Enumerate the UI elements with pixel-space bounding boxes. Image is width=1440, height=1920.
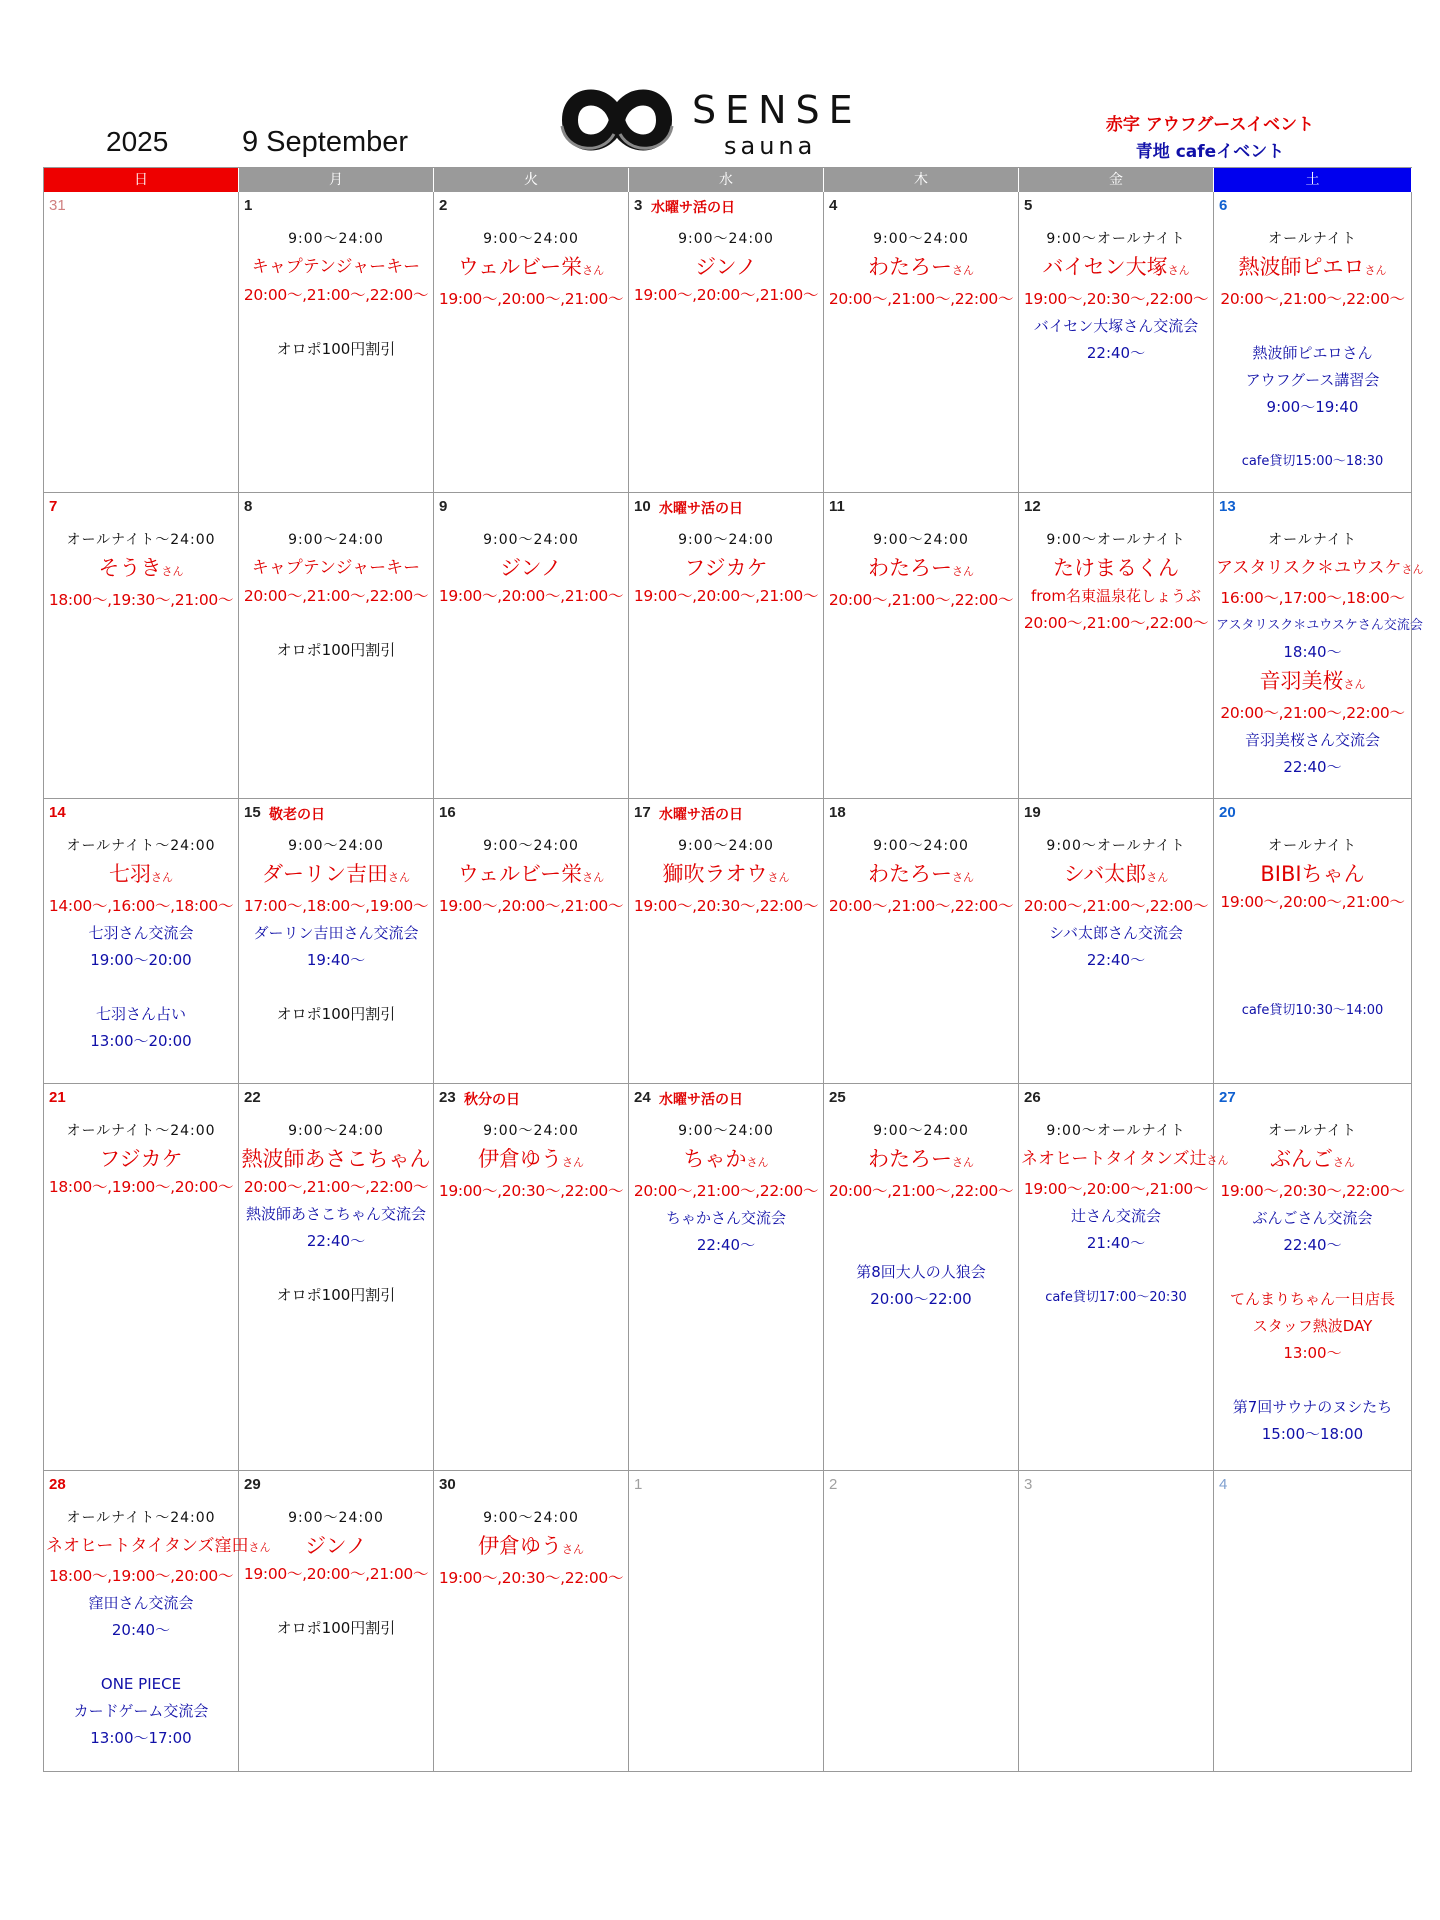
day-number: 7: [49, 498, 58, 515]
spacer: [1216, 421, 1409, 448]
day-number: 2: [439, 197, 448, 214]
day-number: 28: [49, 1476, 66, 1493]
event-list: [241, 497, 431, 664]
event-list: [46, 196, 236, 226]
guest-name: 七羽さん: [109, 862, 173, 886]
week-row: [44, 493, 1424, 799]
session-times: 20:00～,21:00～,22:00～: [243, 587, 429, 605]
spacer: [1216, 313, 1409, 340]
opening-hours: オールナイト～24:00: [66, 532, 216, 548]
session-times: 19:00～,20:30～,22:00～: [1023, 290, 1209, 308]
event-list: [1021, 803, 1211, 974]
session-times: 18:00～,19:00～,20:00～: [48, 1567, 234, 1585]
day-number: 26: [1024, 1089, 1041, 1106]
day-cell[interactable]: [44, 1084, 239, 1470]
day-cell[interactable]: [824, 192, 1019, 492]
day-cell[interactable]: [1019, 192, 1214, 492]
guest-name: ぶんごさん: [1270, 1147, 1355, 1171]
event-list: [826, 1088, 1016, 1313]
cafe-event-text: 七羽さん交流会: [88, 924, 194, 942]
day-cell[interactable]: [629, 1471, 824, 1771]
opening-hours: オールナイト～24:00: [66, 838, 216, 854]
spacer: [1216, 1367, 1409, 1394]
cafe-event-text: 熱波師ピエロさん: [1252, 344, 1373, 362]
day-number: 29: [244, 1476, 261, 1493]
note-text: オロポ100円割引: [276, 641, 396, 659]
opening-hours: 9:00～24:00: [678, 1123, 774, 1139]
weekday-header: 金: [1019, 168, 1214, 192]
event-list: [1216, 1475, 1409, 1505]
opening-hours: 9:00～24:00: [483, 1510, 579, 1526]
day-cell[interactable]: [1214, 493, 1424, 798]
cafe-event-text: アスタリスク＊ユウスケさん交流会: [1216, 618, 1423, 633]
event-list: [1216, 497, 1424, 781]
day-cell[interactable]: [1214, 1471, 1412, 1771]
cafe-event-text: ダーリン吉田さん交流会: [253, 924, 419, 942]
opening-hours: 9:00～24:00: [678, 838, 774, 854]
cafe-event-text: 19:00～20:00: [90, 951, 192, 969]
guest-name: 伊倉ゆうさん: [478, 1147, 584, 1171]
weekday-header: 火: [434, 168, 629, 192]
guest-name: キャプテンジャーキー: [251, 558, 421, 578]
session-times: 19:00～,20:30～,22:00～: [1220, 1182, 1405, 1200]
day-cell[interactable]: [824, 493, 1019, 798]
opening-hours: 9:00～オールナイト: [1046, 532, 1186, 548]
spacer: [826, 1205, 1016, 1232]
holiday-label: 敬老の日: [269, 807, 325, 823]
session-times: 19:00～,20:00～,21:00～: [438, 897, 624, 915]
session-times: 18:00～,19:00～,20:00～: [48, 1178, 234, 1196]
page-header: [0, 0, 1440, 170]
session-times: 19:00～,20:30～,22:00～: [438, 1569, 624, 1587]
day-cell[interactable]: [629, 192, 824, 492]
event-list: [436, 196, 626, 313]
guest-name: わたろーさん: [868, 556, 974, 580]
day-number: 5: [1024, 197, 1033, 214]
guest-name: ネオヒートタイタンズ窪田さん: [46, 1536, 271, 1556]
day-number: 9: [439, 498, 448, 515]
guest-name: わたろーさん: [868, 255, 974, 279]
day-number: 30: [439, 1476, 456, 1493]
spacer: [1216, 943, 1409, 970]
day-number: 13: [1219, 498, 1236, 515]
event-list: [1216, 196, 1409, 475]
session-times: 20:00～,21:00～,22:00～: [243, 1178, 429, 1196]
cafe-event-text: 13:00～17:00: [90, 1729, 192, 1747]
opening-hours: 9:00～24:00: [288, 231, 384, 247]
day-number: 2: [829, 1476, 838, 1493]
event-list: [1021, 1475, 1211, 1505]
session-times: 20:00～,21:00～,22:00～: [1023, 614, 1209, 632]
note-text: オロポ100円割引: [276, 1619, 396, 1637]
session-times: 19:00～,20:00～,21:00～: [633, 587, 819, 605]
guest-name: ジンノ: [500, 556, 562, 580]
cafe-event-text: 第7回サウナのヌシたち: [1232, 1398, 1393, 1416]
session-times: 20:00～,21:00～,22:00～: [828, 1182, 1014, 1200]
cafe-event-text: 22:40～: [1086, 344, 1146, 362]
day-number: 6: [1219, 197, 1228, 214]
guest-name: シバ太郎さん: [1063, 862, 1169, 886]
event-list: [826, 497, 1016, 614]
spacer: [46, 1644, 236, 1671]
day-cell[interactable]: [1019, 799, 1214, 1083]
brand-name: SENSE: [692, 88, 862, 132]
opening-hours: 9:00～24:00: [288, 532, 384, 548]
guest-name: 音羽美桜さん: [1259, 669, 1366, 693]
cafe-event-text: アウフグース講習会: [1245, 371, 1380, 389]
spacer: [1216, 1259, 1409, 1286]
weekday-header: 土: [1214, 168, 1412, 192]
aufguss-event-text: スタッフ熱波DAY: [1252, 1317, 1373, 1335]
event-list: [631, 1088, 821, 1259]
opening-hours: 9:00～24:00: [483, 231, 579, 247]
day-number: 12: [1024, 498, 1041, 515]
day-cell[interactable]: [44, 799, 239, 1083]
opening-hours: 9:00～24:00: [288, 1510, 384, 1526]
day-number: 27: [1219, 1089, 1236, 1106]
weekday-header-row: [44, 168, 1412, 192]
session-times: 19:00～,20:00～,21:00～: [633, 286, 819, 304]
event-list: [46, 497, 236, 614]
event-list: [1021, 497, 1211, 637]
event-list: [1216, 1088, 1409, 1448]
opening-hours: 9:00～24:00: [873, 231, 969, 247]
day-cell[interactable]: [434, 1471, 629, 1771]
session-times: 17:00～,18:00～,19:00～: [243, 897, 429, 915]
week-row: [44, 799, 1412, 1084]
event-list: [436, 803, 626, 920]
guest-name: 獅吹ラオウさん: [662, 862, 790, 886]
cafe-event-text: ちゃかさん交流会: [665, 1209, 786, 1227]
guest-name: たけまるくん: [1053, 556, 1179, 580]
guest-name: ダーリン吉田さん: [262, 862, 410, 886]
guest-name: わたろーさん: [868, 1147, 974, 1171]
sense-sauna-logo: [552, 80, 882, 160]
cafe-event-text: 音羽美桜さん交流会: [1244, 731, 1380, 749]
holiday-label: 水曜サ活の日: [659, 1092, 743, 1108]
holiday-label: 水曜サ活の日: [659, 501, 743, 517]
month-label: 9 September: [242, 126, 409, 158]
day-number: 18: [829, 804, 846, 821]
opening-hours: 9:00～24:00: [873, 1123, 969, 1139]
session-times: 19:00～,20:00～,21:00～: [1023, 1180, 1209, 1198]
day-number: 25: [829, 1089, 846, 1106]
cafe-event-text: 9:00～19:40: [1266, 398, 1359, 416]
guest-name: わたろーさん: [868, 862, 974, 886]
day-number: 20: [1219, 804, 1236, 821]
opening-hours: 9:00～24:00: [483, 532, 579, 548]
day-cell[interactable]: [239, 192, 434, 492]
day-number: 14: [49, 804, 66, 821]
event-list: [631, 1475, 821, 1505]
weekday-header: 水: [629, 168, 824, 192]
day-number: 21: [49, 1089, 66, 1106]
calendar-grid: [43, 167, 1424, 1772]
day-number: 4: [1219, 1476, 1228, 1493]
cafe-event-text: 第8回大人の人狼会: [856, 1263, 986, 1281]
aufguss-event-text: 13:00～: [1283, 1344, 1342, 1362]
day-number: 22: [244, 1089, 261, 1106]
opening-hours: オールナイト～24:00: [66, 1123, 216, 1139]
day-cell[interactable]: [1019, 1471, 1214, 1771]
opening-hours: 9:00～オールナイト: [1046, 838, 1186, 854]
event-list: [241, 803, 431, 1028]
spacer: [241, 974, 431, 1001]
holiday-label: 水曜サ活の日: [651, 200, 735, 216]
session-times: 18:00～,19:30～,21:00～: [48, 591, 234, 609]
note-text: オロポ100円割引: [276, 340, 396, 358]
cafe-event-text: 20:00～22:00: [870, 1290, 972, 1308]
week-row: [44, 1471, 1412, 1772]
guest-name: アスタリスク＊ユウスケさん: [1216, 558, 1424, 578]
day-number: 4: [829, 197, 838, 214]
day-cell[interactable]: [824, 1084, 1019, 1470]
event-list: [436, 1475, 626, 1592]
guest-name: そうきさん: [98, 556, 184, 580]
legend: [1080, 112, 1340, 166]
opening-hours: オールナイト: [1268, 1123, 1357, 1139]
day-cell[interactable]: [824, 799, 1019, 1083]
opening-hours: 9:00～24:00: [288, 1123, 384, 1139]
cafe-event-text: 22:40～: [1086, 951, 1146, 969]
weekday-header: 月: [239, 168, 434, 192]
day-cell[interactable]: [629, 493, 824, 798]
guest-name: フジカケ: [684, 556, 768, 580]
cafe-event-text: カードゲーム交流会: [73, 1702, 209, 1720]
event-list: [1216, 803, 1409, 1024]
cafe-event-text: ONE PIECE: [100, 1675, 182, 1693]
cafe-event-text: 22:40～: [306, 1232, 366, 1250]
event-list: [826, 803, 1016, 920]
opening-hours: 9:00～24:00: [288, 838, 384, 854]
holiday-label: 水曜サ活の日: [659, 807, 743, 823]
spacer: [241, 610, 431, 637]
day-cell[interactable]: [44, 192, 239, 492]
opening-hours: 9:00～24:00: [678, 532, 774, 548]
session-times: 14:00～,16:00～,18:00～: [48, 897, 234, 915]
spacer: [241, 309, 431, 336]
session-times: 19:00～,20:00～,21:00～: [1220, 893, 1405, 911]
event-list: [241, 196, 431, 363]
session-times: 19:00～,20:00～,21:00～: [243, 1565, 429, 1583]
cafe-event-text: 20:40～: [111, 1621, 171, 1639]
spacer: [1216, 916, 1409, 943]
day-cell[interactable]: [239, 799, 434, 1083]
day-number: 8: [244, 498, 253, 515]
cafe-event-text: 辻さん交流会: [1070, 1207, 1161, 1225]
day-number: 17: [634, 804, 651, 821]
guest-name: BIBIちゃん: [1260, 862, 1365, 886]
day-number: 10: [634, 498, 651, 515]
spacer: [1216, 970, 1409, 997]
week-row: [44, 192, 1412, 493]
opening-hours: 9:00～24:00: [873, 532, 969, 548]
event-list: [826, 196, 1016, 313]
day-number: 15: [244, 804, 261, 821]
event-list: [241, 1088, 431, 1309]
day-cell[interactable]: [629, 1084, 824, 1470]
day-cell[interactable]: [1214, 799, 1412, 1083]
cafe-event-text: 22:40～: [696, 1236, 756, 1254]
guest-name: ジンノ: [305, 1534, 367, 1558]
session-times: 20:00～,21:00～,22:00～: [1220, 704, 1405, 722]
day-number: 1: [244, 197, 253, 214]
holiday-label: 秋分の日: [464, 1092, 520, 1108]
day-cell[interactable]: [239, 1084, 434, 1470]
opening-hours: オールナイト: [1268, 838, 1357, 854]
spacer: [1021, 1257, 1211, 1284]
day-cell[interactable]: [629, 799, 824, 1083]
year-label: 2025: [106, 126, 169, 157]
cafe-event-text: 19:40～: [306, 951, 366, 969]
opening-hours: オールナイト～24:00: [66, 1510, 216, 1526]
spacer: [241, 1588, 431, 1615]
cafe-event-text: 18:40～: [1283, 643, 1342, 661]
spacer: [826, 1232, 1016, 1259]
cafe-event-text: 窪田さん交流会: [88, 1594, 194, 1612]
cafe-event-text: 22:40～: [1283, 758, 1342, 776]
day-number: 24: [634, 1089, 651, 1106]
cafe-event-text: 13:00～20:00: [90, 1032, 192, 1050]
session-times: 20:00～,21:00～,22:00～: [828, 897, 1014, 915]
day-cell[interactable]: [434, 192, 629, 492]
guest-name: キャプテンジャーキー: [251, 257, 421, 277]
guest-name: 熱波師ピエロさん: [1238, 255, 1387, 279]
opening-hours: 9:00～オールナイト: [1046, 231, 1186, 247]
opening-hours: 9:00～24:00: [483, 838, 579, 854]
legend-aufguss: 赤字 アウフグースイベント: [1105, 115, 1315, 135]
day-number: 3: [634, 197, 643, 214]
session-times: 20:00～,21:00～,22:00～: [633, 1182, 819, 1200]
weekday-header: 日: [44, 168, 239, 192]
guest-name: ウェルビー栄さん: [457, 255, 605, 279]
day-cell[interactable]: [239, 493, 434, 798]
cafe-event-text: 15:00～18:00: [1261, 1425, 1364, 1443]
week-row: [44, 1084, 1412, 1471]
day-number: 16: [439, 804, 456, 821]
cafe-event-text: 熱波師あさこちゃん交流会: [245, 1205, 426, 1223]
day-cell[interactable]: [1214, 192, 1412, 492]
cafe-event-text: ぶんごさん交流会: [1252, 1209, 1373, 1227]
session-times: 19:00～,20:30～,22:00～: [438, 1182, 624, 1200]
session-times: 20:00～,21:00～,22:00～: [1023, 897, 1209, 915]
aufguss-event-text: てんまりちゃん一日店長: [1229, 1290, 1395, 1308]
day-number: 31: [49, 197, 66, 214]
event-list: [46, 803, 236, 1055]
weekday-header: 木: [824, 168, 1019, 192]
day-cell[interactable]: [1214, 1084, 1412, 1470]
wave-logo-icon: [552, 80, 682, 160]
session-times: 16:00～,17:00～,18:00～: [1220, 589, 1405, 607]
day-number: 23: [439, 1089, 456, 1106]
guest-name: ネオヒートタイタンズ辻さん: [1021, 1149, 1229, 1169]
cafe-event-text: シバ太郎さん交流会: [1049, 924, 1183, 942]
cafe-event-text: 21:40～: [1086, 1234, 1146, 1252]
session-times: 20:00～,21:00～,22:00～: [1220, 290, 1405, 308]
cafe-event-text: バイセン大塚さん交流会: [1033, 317, 1199, 335]
session-times: 19:00～,20:00～,21:00～: [438, 290, 624, 308]
event-list: [1021, 196, 1211, 367]
cafe-event-text: cafe貸切15:00～18:30: [1241, 454, 1384, 469]
day-number: 11: [829, 498, 845, 515]
cafe-event-text: 七羽さん占い: [95, 1005, 186, 1023]
aufguss-event-text: from名東温泉花しょうぶ: [1031, 587, 1201, 605]
session-times: 19:00～,20:00～,21:00～: [438, 587, 624, 605]
spacer: [46, 974, 236, 1001]
brand-subtitle: sauna: [724, 132, 817, 160]
opening-hours: 9:00～24:00: [483, 1123, 579, 1139]
day-number: 1: [634, 1476, 643, 1493]
spacer: [241, 1255, 431, 1282]
event-list: [436, 497, 626, 610]
day-cell[interactable]: [434, 493, 629, 798]
guest-name: ウェルビー栄さん: [457, 862, 605, 886]
note-text: オロポ100円割引: [276, 1005, 396, 1023]
day-cell[interactable]: [434, 799, 629, 1083]
day-number: 19: [1024, 804, 1041, 821]
guest-name: 熱波師あさこちゃん: [241, 1147, 431, 1171]
guest-name: 伊倉ゆうさん: [478, 1534, 584, 1558]
cafe-event-text: 22:40～: [1283, 1236, 1342, 1254]
day-cell[interactable]: [824, 1471, 1019, 1771]
day-cell[interactable]: [1019, 493, 1214, 798]
day-cell[interactable]: [44, 493, 239, 798]
legend-cafe: 青地 cafeイベント: [1135, 142, 1285, 162]
cafe-event-text: cafe貸切10:30～14:00: [1241, 1003, 1384, 1018]
guest-name: ジンノ: [695, 255, 757, 279]
event-list: [241, 1475, 431, 1642]
opening-hours: オールナイト: [1268, 532, 1357, 548]
opening-hours: 9:00～24:00: [678, 231, 774, 247]
opening-hours: 9:00～オールナイト: [1046, 1123, 1186, 1139]
day-number: 3: [1024, 1476, 1033, 1493]
event-list: [46, 1088, 236, 1201]
note-text: オロポ100円割引: [276, 1286, 396, 1304]
guest-name: フジカケ: [99, 1147, 183, 1171]
event-list: [826, 1475, 1016, 1505]
guest-name: ちゃかさん: [683, 1147, 769, 1171]
session-times: 20:00～,21:00～,22:00～: [828, 290, 1014, 308]
session-times: 19:00～,20:30～,22:00～: [633, 897, 819, 915]
day-cell[interactable]: [239, 1471, 434, 1771]
session-times: 20:00～,21:00～,22:00～: [243, 286, 429, 304]
session-times: 20:00～,21:00～,22:00～: [828, 591, 1014, 609]
opening-hours: 9:00～24:00: [873, 838, 969, 854]
guest-name: バイセン大塚さん: [1042, 255, 1190, 279]
cafe-event-text: cafe貸切17:00～20:30: [1045, 1290, 1187, 1305]
day-cell[interactable]: [434, 1084, 629, 1470]
opening-hours: オールナイト: [1268, 231, 1357, 247]
